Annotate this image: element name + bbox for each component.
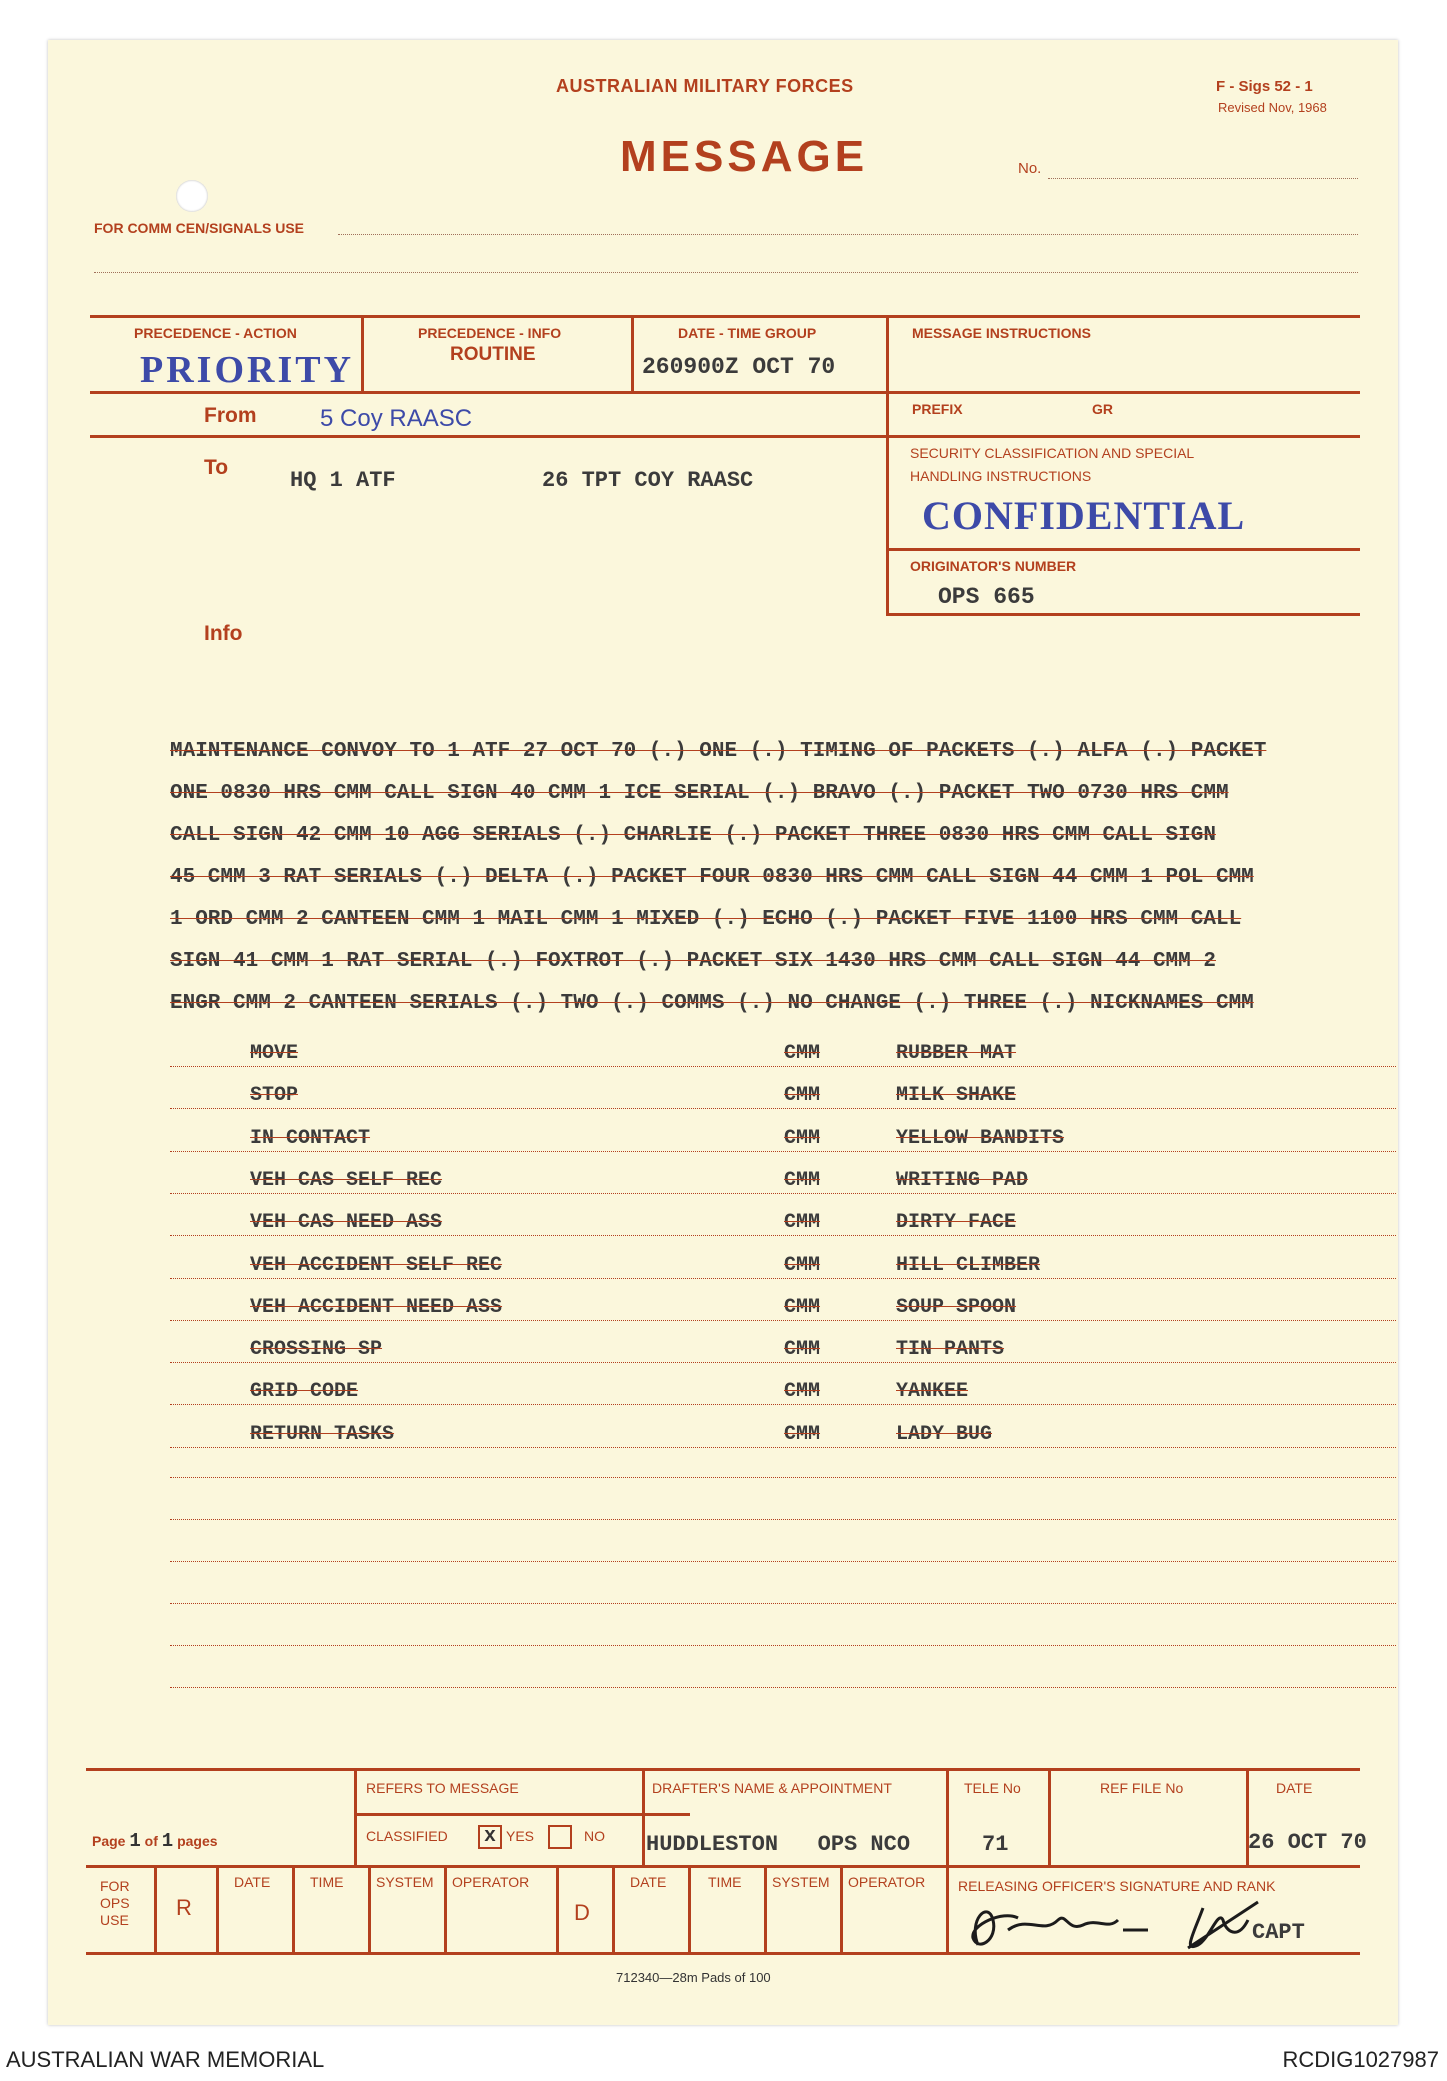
dtg-label: DATE - TIME GROUP bbox=[678, 325, 817, 341]
ruled-line bbox=[170, 1108, 1396, 1109]
gr-label: GR bbox=[1092, 401, 1113, 417]
codename-name: RUBBER MAT bbox=[896, 1042, 1017, 1065]
precedence-action-label: PRECEDENCE - ACTION bbox=[134, 325, 297, 341]
org-header: AUSTRALIAN MILITARY FORCES bbox=[556, 76, 854, 96]
codename-sep: CMM bbox=[784, 1295, 821, 1319]
body-line: 45 CMM 3 RAT SERIALS (.) DELTA (.) PACKET FOUR 0830 HRS CMM CALL SIGN 44 CMM 1 POL CMM bbox=[170, 866, 1254, 889]
codename-sep: CMM bbox=[784, 1211, 821, 1235]
rule bbox=[886, 315, 889, 615]
codename-sep: CMM bbox=[784, 1380, 821, 1404]
col-system-1: SYSTEM bbox=[376, 1874, 434, 1890]
date-label: DATE bbox=[1276, 1780, 1313, 1796]
codename-sep: CMM bbox=[784, 1084, 821, 1108]
page-number: 1 bbox=[129, 1830, 141, 1852]
codename-name: YELLOW BANDITS bbox=[896, 1126, 1065, 1150]
prefix-label: PREFIX bbox=[912, 401, 963, 417]
print-code: 712340—28m Pads of 100 bbox=[616, 1970, 771, 1985]
for-ops-use-label: FOR OPS USE bbox=[100, 1878, 130, 1928]
tele-label: TELE No bbox=[964, 1780, 1021, 1796]
rule bbox=[556, 1865, 559, 1952]
col-operator-1: OPERATOR bbox=[452, 1874, 530, 1890]
date-value: 26 OCT 70 bbox=[1248, 1830, 1367, 1855]
body-line: ENGR CMM 2 CANTEEN SERIALS (.) TWO (.) COMMS (.) NO CHANGE (.) THREE (.) NICKNAMES CMM bbox=[170, 992, 1254, 1015]
ruled-line bbox=[170, 1362, 1396, 1363]
rule bbox=[1048, 1768, 1051, 1865]
codename-name: HILL CLIMBER bbox=[896, 1253, 1041, 1277]
rule bbox=[154, 1865, 157, 1952]
codename-term: VEH ACCIDENT NEED ASS bbox=[250, 1295, 503, 1319]
precedence-action-stamp: PRIORITY bbox=[140, 349, 355, 391]
body-line: 1 ORD CMM 2 CANTEEN CMM 1 MAIL CMM 1 MIXED (.) ECHO (.) PACKET FIVE 1100 HRS CMM CALL bbox=[170, 908, 1242, 931]
codename-term: RETURN TASKS bbox=[250, 1422, 395, 1446]
r-label: R bbox=[176, 1895, 192, 1920]
col-operator-2: OPERATOR bbox=[848, 1874, 926, 1890]
of-label: of bbox=[144, 1833, 158, 1849]
ruled-line bbox=[170, 1519, 1396, 1520]
message-form bbox=[48, 40, 1398, 2025]
originator-label: ORIGINATOR'S NUMBER bbox=[910, 558, 1077, 574]
rule bbox=[886, 548, 1360, 551]
rule bbox=[90, 315, 1360, 318]
form-id: F - Sigs 52 - 1 bbox=[1216, 78, 1313, 95]
codename-name: YANKEE bbox=[896, 1380, 969, 1404]
rule bbox=[292, 1865, 295, 1952]
codename-sep: CMM bbox=[784, 1168, 821, 1192]
codename-term: IN CONTACT bbox=[250, 1126, 371, 1150]
ruled-line bbox=[170, 1193, 1396, 1194]
archive-footer-right: RCDIG1027987 bbox=[1282, 2047, 1439, 2072]
pages-label: pages bbox=[177, 1833, 218, 1849]
rule bbox=[354, 1768, 357, 1865]
releasing-officer-label: RELEASING OFFICER'S SIGNATURE AND RANK bbox=[958, 1878, 1276, 1894]
rule bbox=[886, 435, 1360, 438]
codename-sep: CMM bbox=[784, 1042, 821, 1065]
comm-cen-line-2 bbox=[94, 272, 1358, 273]
ruled-line bbox=[170, 1404, 1396, 1405]
yes-label: YES bbox=[506, 1828, 535, 1844]
yes-check-mark: x bbox=[484, 1825, 497, 1848]
codename-name: WRITING PAD bbox=[896, 1168, 1029, 1192]
drafter-value: HUDDLESTON OPS NCO bbox=[646, 1832, 911, 1857]
ruled-line bbox=[170, 1447, 1396, 1448]
classified-label: CLASSIFIED bbox=[366, 1828, 448, 1844]
rule bbox=[86, 1768, 1360, 1771]
page-count bbox=[92, 1830, 218, 1852]
codename-name: SOUP SPOON bbox=[896, 1295, 1017, 1319]
rule bbox=[90, 435, 888, 438]
col-time-1: TIME bbox=[310, 1874, 344, 1890]
rule bbox=[840, 1865, 843, 1952]
security-stamp: CONFIDENTIAL bbox=[922, 493, 1246, 538]
security-label-1: SECURITY CLASSIFICATION AND SPECIAL bbox=[910, 445, 1195, 461]
codename-term: STOP bbox=[250, 1084, 299, 1108]
ruled-line bbox=[170, 1320, 1396, 1321]
body-line: CALL SIGN 42 CMM 10 AGG SERIALS (.) CHARLIE (.) PACKET THREE 0830 HRS CMM CALL SIGN bbox=[170, 824, 1216, 847]
precedence-info-value: ROUTINE bbox=[450, 344, 536, 365]
codename-name: MILK SHAKE bbox=[896, 1084, 1017, 1108]
info-label: Info bbox=[204, 622, 243, 645]
ruled-line bbox=[170, 1645, 1396, 1646]
ruled-line bbox=[170, 1235, 1396, 1236]
codename-sep: CMM bbox=[784, 1126, 821, 1150]
rule bbox=[946, 1768, 949, 1865]
rule bbox=[688, 1865, 691, 1952]
rule bbox=[612, 1865, 615, 1952]
precedence-info-label: PRECEDENCE - INFO bbox=[418, 325, 562, 341]
body-line: SIGN 41 CMM 1 RAT SERIAL (.) FOXTROT (.) PACKET SIX 1430 HRS CMM CALL SIGN 44 CMM 2 bbox=[170, 950, 1216, 973]
message-instructions-label: MESSAGE INSTRUCTIONS bbox=[912, 325, 1091, 341]
tele-value: 71 bbox=[982, 1832, 1009, 1857]
message-no-line bbox=[1048, 178, 1358, 179]
ruled-line bbox=[170, 1151, 1396, 1152]
form-title: MESSAGE bbox=[620, 132, 869, 181]
no-label: NO bbox=[584, 1828, 605, 1844]
codename-sep: CMM bbox=[784, 1422, 821, 1446]
rule bbox=[86, 1865, 1360, 1868]
codename-term: MOVE bbox=[250, 1042, 299, 1065]
rule bbox=[642, 1768, 645, 1865]
codename-term: CROSSING SP bbox=[250, 1338, 383, 1362]
ruled-line bbox=[170, 1687, 1396, 1688]
message-no-label: No. bbox=[1018, 160, 1042, 177]
to-addressee-1: HQ 1 ATF bbox=[290, 468, 396, 493]
rank-value: CAPT bbox=[1252, 1920, 1305, 1945]
ruled-line bbox=[170, 1278, 1396, 1279]
ruled-line bbox=[170, 1066, 1396, 1067]
rule bbox=[361, 315, 364, 391]
codename-sep: CMM bbox=[784, 1338, 821, 1362]
ref-file-label: REF FILE No bbox=[1100, 1780, 1184, 1796]
codename-name: DIRTY FACE bbox=[896, 1211, 1017, 1235]
classified-no-checkbox[interactable] bbox=[548, 1825, 572, 1849]
to-label: To bbox=[204, 456, 229, 479]
to-addressee-2: 26 TPT COY RAASC bbox=[542, 468, 754, 493]
drafter-label: DRAFTER'S NAME & APPOINTMENT bbox=[652, 1780, 892, 1796]
from-label: From bbox=[204, 404, 257, 427]
codename-name: LADY BUG bbox=[896, 1422, 993, 1446]
codename-term: VEH ACCIDENT SELF REC bbox=[250, 1253, 503, 1277]
form-revised: Revised Nov, 1968 bbox=[1218, 100, 1327, 115]
col-date-2: DATE bbox=[630, 1874, 667, 1890]
classified-yes-checkbox[interactable] bbox=[478, 1825, 502, 1849]
security-label-2: HANDLING INSTRUCTIONS bbox=[910, 468, 1092, 484]
from-value: 5 Coy RAASC bbox=[320, 405, 473, 432]
punch-hole bbox=[176, 180, 208, 212]
rule bbox=[368, 1865, 371, 1952]
refers-to-label: REFERS TO MESSAGE bbox=[366, 1780, 519, 1796]
codename-sep: CMM bbox=[784, 1253, 821, 1277]
page-label: Page bbox=[92, 1833, 126, 1849]
rule bbox=[631, 315, 634, 391]
archive-footer-left: AUSTRALIAN WAR MEMORIAL bbox=[6, 2047, 325, 2072]
dtg-value: 260900Z OCT 70 bbox=[642, 354, 836, 380]
ruled-line bbox=[170, 1561, 1396, 1562]
codename-term: VEH CAS SELF REC bbox=[250, 1168, 443, 1192]
comm-cen-label: FOR COMM CEN/SIGNALS USE bbox=[94, 220, 305, 236]
codename-term: VEH CAS NEED ASS bbox=[250, 1211, 443, 1235]
ruled-line bbox=[170, 1603, 1396, 1604]
originator-value: OPS 665 bbox=[938, 584, 1035, 610]
rule bbox=[886, 613, 1360, 616]
d-label: D bbox=[574, 1900, 590, 1925]
rule bbox=[216, 1865, 219, 1952]
codename-term: GRID CODE bbox=[250, 1380, 359, 1404]
rule bbox=[764, 1865, 767, 1952]
ruled-line bbox=[170, 1477, 1396, 1478]
rule bbox=[444, 1865, 447, 1952]
body-line: ONE 0830 HRS CMM CALL SIGN 40 CMM 1 ICE SERIAL (.) BRAVO (.) PACKET TWO 0730 HRS CMM bbox=[170, 782, 1229, 805]
pages-total: 1 bbox=[161, 1830, 174, 1852]
col-date-1: DATE bbox=[234, 1874, 271, 1890]
comm-cen-line-1 bbox=[338, 234, 1358, 235]
col-time-2: TIME bbox=[708, 1874, 742, 1890]
body-line: MAINTENANCE CONVOY TO 1 ATF 27 OCT 70 (.) ONE (.) TIMING OF PACKETS (.) ALFA (.) PACKET bbox=[170, 740, 1267, 763]
codename-name: TIN PANTS bbox=[896, 1338, 1005, 1362]
rule bbox=[354, 1813, 690, 1816]
col-system-2: SYSTEM bbox=[772, 1874, 830, 1890]
